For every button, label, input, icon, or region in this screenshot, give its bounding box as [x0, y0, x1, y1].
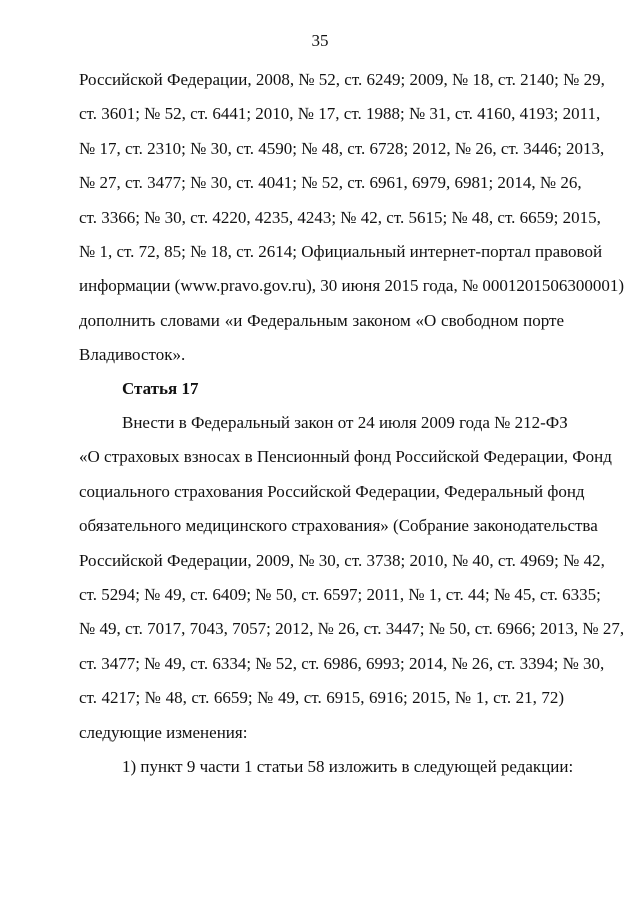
paragraph-amendment-tail	[79, 63, 625, 373]
text-line: № 27, ст. 3477; № 30, ст. 4041; № 52, ст. 6961, 6979, 6981; 2014, № 26,	[79, 173, 582, 193]
text-line: ст. 3477; № 49, ст. 6334; № 52, ст. 6986, 6993; 2014, № 26, ст. 3394; № 30,	[79, 653, 605, 673]
text-line: Российской Федерации, 2008, № 52, ст. 6249; 2009, № 18, ст. 2140; № 29,	[79, 70, 605, 89]
text-line: «О страховых взносах в Пенсионный фонд Российской Федерации, Фонд	[79, 447, 612, 467]
text-line: дополнить словами «и Федеральным законом «О свободном порте	[79, 310, 564, 330]
text-line: социального страхования Российской Федерации, Федеральный фонд	[79, 481, 585, 501]
page-number: 35	[311, 31, 329, 50]
text-line: Российской Федерации, 2009, № 30, ст. 3738; 2010, № 40, ст. 4969; № 42,	[79, 550, 605, 570]
text-line: ст. 5294; № 49, ст. 6409; № 50, ст. 6597; 2011, № 1, ст. 44; № 45, ст. 6335;	[79, 584, 601, 604]
list-item: 1) пункт 9 части 1 статьи 58 изложить в следующей редакции:	[122, 756, 574, 776]
text-line: ст. 3601; № 52, ст. 6441; 2010, № 17, ст. 1988; № 31, ст. 4160, 4193; 2011,	[79, 104, 601, 124]
article-heading: Статья 17	[122, 379, 199, 398]
text-line: № 1, ст. 72, 85; № 18, ст. 2614; Официальный интернет-портал правовой	[79, 241, 603, 261]
text-line: Внести в Федеральный закон от 24 июля 2009 года № 212-ФЗ	[122, 413, 568, 432]
text-line: обязательного медицинского страхования» (Собрание законодательства	[79, 516, 598, 536]
text-line: ст. 4217; № 48, ст. 6659; № 49, ст. 6915, 6916; 2015, № 1, ст. 21, 72)	[79, 688, 564, 708]
text-line: № 49, ст. 7017, 7043, 7057; 2012, № 26, ст. 3447; № 50, ст. 6966; 2013, № 27,	[79, 619, 625, 639]
paragraph-article-17	[79, 406, 625, 784]
text-line: Владивосток».	[79, 345, 186, 365]
text-line: следующие изменения:	[79, 722, 248, 742]
text-line: № 17, ст. 2310; № 30, ст. 4590; № 48, ст. 6728; 2012, № 26, ст. 3446; 2013,	[79, 138, 605, 158]
text-line: информации (www.pravo.gov.ru), 30 июня 2015 года, № 0001201506300001)	[79, 276, 625, 296]
text-line: ст. 3366; № 30, ст. 4220, 4235, 4243; № 42, ст. 5615; № 48, ст. 6659; 2015,	[79, 207, 601, 227]
